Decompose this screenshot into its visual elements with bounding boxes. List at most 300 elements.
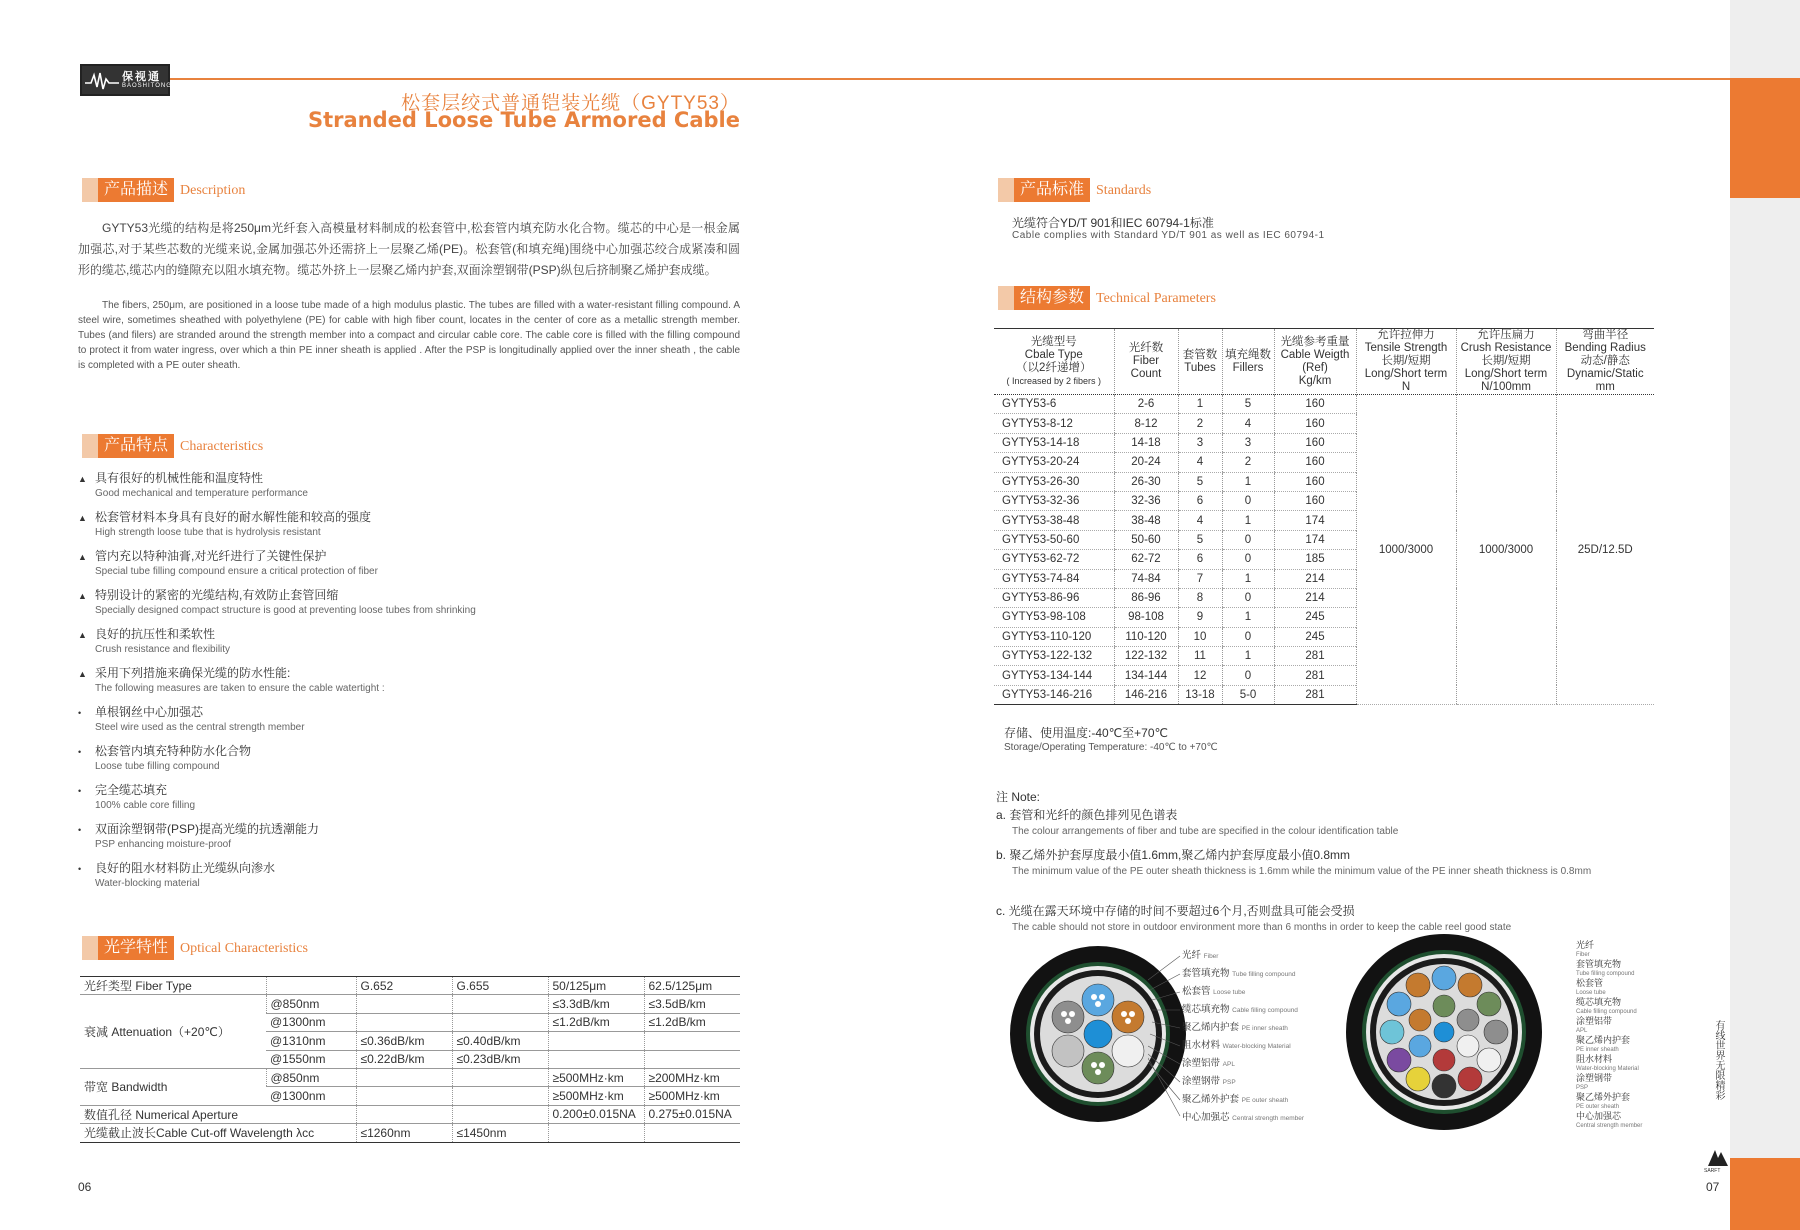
- side-slogan: 有线世界无限精彩: [1713, 1020, 1724, 1100]
- table-cell: G.652: [356, 977, 452, 995]
- header-line: Fiber: [1132, 355, 1160, 367]
- feature-cn: 良好的抗压性和柔软性: [95, 627, 216, 641]
- table-cell: GYTY53-62-72: [994, 550, 1114, 569]
- table-cell: 245: [1274, 627, 1356, 646]
- table-cell: 3: [1222, 433, 1274, 452]
- section-label-cn: 产品特点: [98, 434, 174, 458]
- column-header: [1356, 329, 1456, 395]
- header-line: 光纤数: [1128, 342, 1164, 354]
- section-label-cn: 结构参数: [1014, 286, 1090, 310]
- table-cell: [644, 1124, 740, 1142]
- table-cell: 1: [1222, 472, 1274, 491]
- table-cell: 4: [1222, 414, 1274, 433]
- label-en: APL: [1576, 1028, 1588, 1034]
- page-number-right: 07: [1706, 1180, 1720, 1194]
- technical-table: [994, 328, 1654, 705]
- table-cell: 185: [1274, 550, 1356, 569]
- temperature-en: Storage/Operating Temperature: -40℃ to +70℃: [1004, 742, 1218, 753]
- label-en: PE inner sheath: [1241, 1025, 1288, 1032]
- section-label-cn: 产品标准: [1014, 178, 1090, 202]
- section-technical: [1014, 286, 1216, 310]
- table-cell: 5-0: [1222, 685, 1274, 704]
- table-cell: 160: [1274, 414, 1356, 433]
- column-header: [1456, 329, 1556, 395]
- table-row: [994, 395, 1654, 414]
- header-line: ( Increased by 2 fibers ): [1006, 375, 1102, 386]
- label-en: PE outer sheath: [1576, 1104, 1620, 1110]
- table-cell: 160: [1274, 453, 1356, 472]
- table-cell: ≥500MHz·km: [548, 1087, 644, 1105]
- diagram-label: [1576, 997, 1637, 1017]
- table-cell: 0: [1222, 666, 1274, 685]
- label-en: PE outer sheath: [1241, 1097, 1289, 1104]
- header-line: 允许拉伸力: [1377, 329, 1435, 341]
- table-cell: 26-30: [1114, 472, 1178, 491]
- diagram-label: [1576, 940, 1594, 960]
- feature-item: [78, 587, 678, 618]
- tensile-value: 1000/3000: [1356, 395, 1456, 705]
- table-cell: 2: [1178, 414, 1222, 433]
- triangle-bullet-icon: ▲: [78, 591, 87, 601]
- table-cell: 14-18: [1114, 433, 1178, 452]
- note-cn: c. 光缆在露天环境中存储的时间不要超过6个月,否则盘具可能会受损: [996, 904, 1355, 918]
- label-en: PSP: [1222, 1079, 1236, 1086]
- feature-cn: 完全缆芯填充: [95, 783, 168, 797]
- label-en: Central strength member: [1232, 1115, 1305, 1122]
- dot-bullet-icon: •: [78, 747, 82, 757]
- header-line: Cbale Type: [1024, 348, 1083, 361]
- table-cell: GYTY53-98-108: [994, 608, 1114, 627]
- feature-en: High strength loose tube that is hydrolysis resistant: [95, 527, 321, 538]
- header-line: （以2纤递增）: [1016, 361, 1092, 374]
- diagram-label: [1576, 1092, 1630, 1112]
- triangle-bullet-icon: ▲: [78, 474, 87, 484]
- note-item: [996, 806, 1676, 838]
- dot-bullet-icon: •: [78, 708, 82, 718]
- table-cell: 7: [1178, 569, 1222, 588]
- table-cell: 160: [1274, 472, 1356, 491]
- table-cell: [356, 1105, 452, 1123]
- table-cell: 281: [1274, 685, 1356, 704]
- table-cell: 1: [1222, 569, 1274, 588]
- diagram-label: [1182, 1058, 1235, 1070]
- section-label-en: Standards: [1096, 183, 1152, 198]
- diagram-label: [1576, 1111, 1642, 1131]
- table-cell: 8: [1178, 588, 1222, 607]
- label-cn: 中心加强芯: [1576, 1111, 1622, 1121]
- table-row: [80, 995, 740, 1013]
- label-en: Tube filling compound: [1232, 971, 1296, 978]
- right-accent-bottom: [1730, 1158, 1800, 1230]
- diagram-label: [1182, 986, 1245, 998]
- page-title-en: Stranded Loose Tube Armored Cable: [307, 108, 740, 132]
- table-cell: 134-144: [1114, 666, 1178, 685]
- table-cell: 110-120: [1114, 627, 1178, 646]
- triangle-bullet-icon: ▲: [78, 669, 87, 679]
- standards-en: Cable complies with Standard YD/T 901 as well as IEC 60794-1: [1012, 230, 1325, 241]
- column-header: [994, 329, 1114, 395]
- table-cell: ≤0.36dB/km: [356, 1032, 452, 1050]
- diagram-label: [1576, 1054, 1639, 1074]
- table-cell: GYTY53-122-132: [994, 647, 1114, 666]
- diagram-label: [1576, 959, 1634, 979]
- table-cell: 0: [1222, 491, 1274, 510]
- table-cell: 160: [1274, 433, 1356, 452]
- table-cell: ≤0.22dB/km: [356, 1050, 452, 1068]
- table-cell: GYTY53-8-12: [994, 414, 1114, 433]
- label-cn: 光纤: [1576, 940, 1595, 950]
- column-header: [1222, 329, 1274, 395]
- label-cn: 缆芯填充物: [1576, 997, 1622, 1007]
- label-en: Water-blocking Material: [1222, 1043, 1291, 1050]
- table-cell: GYTY53-110-120: [994, 627, 1114, 646]
- label-cn: 聚乙烯外护套: [1576, 1092, 1631, 1102]
- table-cell: 4: [1178, 511, 1222, 530]
- diagram-label: [1182, 1004, 1298, 1016]
- table-cell: 98-108: [1114, 608, 1178, 627]
- sarft-logo-icon: [1706, 1148, 1730, 1168]
- feature-cn: 管内充以特种油膏,对光纤进行了关键性保护: [95, 549, 327, 563]
- table-cell: GYTY53-74-84: [994, 569, 1114, 588]
- feature-item: [78, 665, 678, 696]
- label-en: Cable filling compound: [1232, 1007, 1298, 1014]
- feature-cn: 具有很好的机械性能和温度特性: [95, 471, 264, 485]
- diagram-label: [1182, 1076, 1236, 1088]
- table-row: [80, 1124, 740, 1142]
- dot-bullet-icon: •: [78, 864, 82, 874]
- table-cell: [644, 1050, 740, 1068]
- feature-item: [78, 509, 678, 540]
- table-cell: 2: [1222, 453, 1274, 472]
- table-cell: 174: [1274, 530, 1356, 549]
- label-cn: 光纤: [1182, 950, 1202, 961]
- header-line: 长期/短期: [1381, 355, 1431, 367]
- table-cell: [452, 1068, 548, 1086]
- label-en: APL: [1222, 1061, 1235, 1068]
- section-label-en: Characteristics: [180, 439, 264, 454]
- table-cell: GYTY53-6: [994, 395, 1114, 414]
- section-label-cn: 光学特性: [98, 936, 174, 960]
- table-cell: 2-6: [1114, 395, 1178, 414]
- table-cell: 281: [1274, 647, 1356, 666]
- label-en: Cable filling compound: [1576, 1009, 1637, 1015]
- table-cell: [266, 977, 356, 995]
- page-number-left: 06: [78, 1180, 92, 1194]
- table-cell: 62.5/125μm: [644, 977, 740, 995]
- table-cell: 6: [1178, 491, 1222, 510]
- table-cell: ≤0.40dB/km: [452, 1032, 548, 1050]
- table-cell: GYTY53-26-30: [994, 472, 1114, 491]
- header-line: 光缆参考重量: [1280, 335, 1350, 348]
- header-line: 允许压扁力: [1477, 329, 1535, 341]
- cable-cross-section-right: [1344, 932, 1544, 1132]
- header-line: 弯曲半径: [1582, 329, 1629, 341]
- table-cell: 8-12: [1114, 414, 1178, 433]
- page-title-cn: 松套层绞式普通铠装光缆（GYTY53）: [401, 93, 740, 114]
- table-cell: 光纤类型 Fiber Type: [80, 977, 266, 995]
- label-en: Tube filling compound: [1576, 971, 1635, 977]
- table-cell: 74-84: [1114, 569, 1178, 588]
- label-en: Fiber: [1203, 953, 1219, 960]
- brand-logo: [80, 64, 170, 96]
- table-cell: 160: [1274, 395, 1356, 414]
- header-line: Count: [1130, 368, 1162, 380]
- table-cell: @1300nm: [266, 1013, 356, 1031]
- table-cell: [644, 1032, 740, 1050]
- table-cell: 122-132: [1114, 647, 1178, 666]
- header-line: N: [1401, 381, 1411, 393]
- label-en: PSP: [1576, 1085, 1589, 1091]
- feature-cn: 特别设计的紧密的光缆结构,有效防止套管回缩: [95, 588, 339, 602]
- table-cell: 0.200±0.015NA: [548, 1105, 644, 1123]
- diagram-label: [1182, 1040, 1291, 1052]
- label-cn: 套管填充物: [1182, 968, 1230, 979]
- header-line: Tubes: [1184, 361, 1216, 374]
- waveform-icon: [85, 71, 119, 91]
- column-header: [1274, 329, 1356, 395]
- header-line: Crush Resistance: [1460, 342, 1552, 354]
- table-cell: 5: [1178, 472, 1222, 491]
- table-cell: 214: [1274, 588, 1356, 607]
- label-cn: 松套管: [1576, 978, 1604, 988]
- table-cell: ≤3.5dB/km: [644, 995, 740, 1013]
- table-cell: [452, 1105, 548, 1123]
- table-cell: 3: [1178, 433, 1222, 452]
- header-rule: [140, 78, 1730, 80]
- table-cell: 13-18: [1178, 685, 1222, 704]
- table-row: [80, 977, 740, 995]
- triangle-bullet-icon: ▲: [78, 630, 87, 640]
- bending-value: 25D/12.5D: [1556, 395, 1654, 705]
- diagram-label: [1182, 1022, 1288, 1034]
- label-cn: 涂塑铝带: [1576, 1016, 1613, 1026]
- header-line: 长期/短期: [1481, 355, 1531, 367]
- header-line: Cable Weigth: [1280, 348, 1350, 361]
- column-header: [1114, 329, 1178, 395]
- table-cell: 11: [1178, 647, 1222, 666]
- diagram-label: [1182, 1112, 1304, 1124]
- table-cell: [356, 1068, 452, 1086]
- column-header: [1178, 329, 1222, 395]
- header-line: 动态/静态: [1580, 355, 1630, 367]
- note-item: [996, 846, 1676, 878]
- header-line: Tensile Strength: [1364, 342, 1448, 354]
- note-cn: b. 聚乙烯外护套厚度最小值1.6mm,聚乙烯内护套厚度最小值0.8mm: [996, 848, 1351, 862]
- table-cell: @1310nm: [266, 1032, 356, 1050]
- table-cell: GYTY53-146-216: [994, 685, 1114, 704]
- column-header: [1556, 329, 1654, 395]
- table-cell: ≤0.23dB/km: [452, 1050, 548, 1068]
- table-cell: GYTY53-50-60: [994, 530, 1114, 549]
- header-line: Long/Short term: [1364, 368, 1448, 380]
- diagram-label: [1576, 1073, 1612, 1093]
- table-cell: [548, 1124, 644, 1142]
- diagram-label: [1576, 978, 1606, 998]
- feature-item: [78, 743, 678, 774]
- label-en: Water-blocking Material: [1576, 1066, 1639, 1072]
- label-cn: 涂塑钢带: [1182, 1076, 1221, 1087]
- table-cell: GYTY53-38-48: [994, 511, 1114, 530]
- standards-cn: 光缆符合YD/T 901和IEC 60794-1标准: [1012, 216, 1214, 230]
- table-cell: 174: [1274, 511, 1356, 530]
- diagram-label: [1182, 968, 1296, 980]
- feature-item: [78, 548, 678, 579]
- table-cell: 1: [1222, 647, 1274, 666]
- label-en: Loose tube: [1576, 990, 1606, 996]
- header-line: Fillers: [1232, 361, 1264, 374]
- feature-item: [78, 470, 678, 501]
- notes-heading: 注 Note:: [996, 790, 1041, 804]
- table-cell: G.655: [452, 977, 548, 995]
- table-cell: 214: [1274, 569, 1356, 588]
- feature-cn: 采用下列措施来确保光缆的防水性能:: [95, 666, 291, 680]
- table-cell: 光缆截止波长Cable Cut-off Wavelength λcc: [80, 1124, 356, 1142]
- table-cell: ≤1.2dB/km: [548, 1013, 644, 1031]
- table-cell: @850nm: [266, 995, 356, 1013]
- table-cell: [452, 1087, 548, 1105]
- table-cell: GYTY53-14-18: [994, 433, 1114, 452]
- table-cell: ≥200MHz·km: [644, 1068, 740, 1086]
- feature-item: [78, 782, 678, 813]
- table-cell: GYTY53-134-144: [994, 666, 1114, 685]
- feature-cn: 松套管内填充特种防水化合物: [95, 744, 252, 758]
- note-item: [996, 902, 1676, 934]
- table-cell: 20-24: [1114, 453, 1178, 472]
- feature-en: Good mechanical and temperature performance: [95, 488, 308, 499]
- section-characteristics: [98, 434, 263, 458]
- note-en: The colour arrangements of fiber and tube are specified in the colour identification table: [1012, 826, 1399, 837]
- table-cell: 数值孔径 Numerical Aperture: [80, 1105, 356, 1123]
- table-cell: 32-36: [1114, 491, 1178, 510]
- table-cell: 4: [1178, 453, 1222, 472]
- table-cell: 0: [1222, 550, 1274, 569]
- label-cn: 套管填充物: [1576, 959, 1622, 969]
- description-cn: GYTY53光缆的结构是将250μm光纤套入高模量材料制成的松套管中,松套管内填充防水化合物。缆芯的中心是一根金属加强芯,对于某些芯数的光缆来说,金属加强芯外还需挤上一层聚乙烯(PE)。松套管(和填充绳)围绕中心加强芯绞合成紧凑和圆形的缆芯,缆芯内的缝隙充以阻水填充物。缆芯外挤上一层聚乙烯内护套,双面涂塑钢带(PSP)纵包后挤制聚乙烯护套成缆。: [78, 221, 740, 277]
- optical-table: [80, 976, 740, 1143]
- table-cell: 160: [1274, 491, 1356, 510]
- table-cell: 10: [1178, 627, 1222, 646]
- table-cell: 5: [1178, 530, 1222, 549]
- table-cell: @850nm: [266, 1068, 356, 1086]
- table-cell: 1: [1178, 395, 1222, 414]
- section-standards: [1014, 178, 1151, 202]
- table-cell: 0: [1222, 627, 1274, 646]
- label-cn: 中心加强芯: [1182, 1112, 1230, 1123]
- diagram-label: [1182, 1094, 1288, 1106]
- table-cell: [452, 1013, 548, 1031]
- label-en: Fiber: [1576, 952, 1590, 958]
- table-cell: 1: [1222, 608, 1274, 627]
- section-label-en: Technical Parameters: [1096, 291, 1216, 306]
- table-cell: 62-72: [1114, 550, 1178, 569]
- note-en: The minimum value of the PE outer sheath thickness is 1.6mm while the minimum value of the PE inner sheath thickness is 0.8mm: [1012, 866, 1592, 877]
- table-cell: ≤1.2dB/km: [644, 1013, 740, 1031]
- feature-en: Steel wire used as the central strength member: [95, 722, 305, 733]
- table-cell: 245: [1274, 608, 1356, 627]
- table-cell: @1300nm: [266, 1087, 356, 1105]
- diagram-label: [1182, 950, 1218, 962]
- header-line: (Ref): [1302, 361, 1328, 374]
- label-cn: 聚乙烯外护套: [1182, 1094, 1240, 1105]
- table-cell: 0: [1222, 588, 1274, 607]
- section-label-en: Description: [180, 183, 246, 198]
- logo-text: 保视通: [122, 71, 161, 83]
- feature-item: [78, 626, 678, 657]
- label-en: Loose tube: [1213, 989, 1246, 996]
- table-cell: ≤1450nm: [452, 1124, 548, 1142]
- sarft-label: SARFT: [1704, 1168, 1721, 1174]
- feature-en: Specially designed compact structure is good at preventing loose tubes from shrinking: [95, 605, 476, 616]
- table-cell: [356, 995, 452, 1013]
- table-cell: ≤1260nm: [356, 1124, 452, 1142]
- table-cell: [548, 1050, 644, 1068]
- logo-subtext: BAOSHITONG: [122, 83, 172, 89]
- table-cell: GYTY53-20-24: [994, 453, 1114, 472]
- right-accent-top: [1730, 78, 1800, 198]
- header-line: 套管数: [1182, 348, 1218, 361]
- table-cell: [356, 1087, 452, 1105]
- feature-cn: 单根钢丝中心加强芯: [95, 705, 204, 719]
- feature-item: [78, 821, 678, 852]
- table-cell: @1550nm: [266, 1050, 356, 1068]
- temperature-cn: 存储、使用温度:-40℃至+70℃: [1004, 726, 1168, 740]
- label-cn: 涂塑钢带: [1576, 1073, 1613, 1083]
- label-cn: 松套管: [1182, 986, 1211, 997]
- header-line: N/100mm: [1481, 381, 1531, 393]
- table-cell: 281: [1274, 666, 1356, 685]
- label-cn: 涂塑铝带: [1182, 1058, 1221, 1069]
- table-cell: 86-96: [1114, 588, 1178, 607]
- table-cell: 50-60: [1114, 530, 1178, 549]
- label-cn: 聚乙烯内护套: [1576, 1035, 1631, 1045]
- header-line: Dynamic/Static: [1566, 368, 1644, 380]
- note-en: The cable should not store in outdoor environment more than 6 months in order to keep the cable reel good state: [1012, 922, 1512, 933]
- header-line: Bending Radius: [1564, 342, 1646, 354]
- table-cell: ≥500MHz·km: [644, 1087, 740, 1105]
- feature-en: Water-blocking material: [95, 878, 200, 889]
- table-row: [80, 1105, 740, 1123]
- feature-cn: 良好的阻水材料防止光缆纵向渗水: [95, 861, 276, 875]
- table-cell: ≤3.3dB/km: [548, 995, 644, 1013]
- table-cell: 9: [1178, 608, 1222, 627]
- table-cell: 6: [1178, 550, 1222, 569]
- table-cell: 0: [1222, 530, 1274, 549]
- attenuation-label: 衰减 Attenuation（+20℃）: [80, 995, 266, 1069]
- table-cell: GYTY53-32-36: [994, 491, 1114, 510]
- table-cell: 146-216: [1114, 685, 1178, 704]
- header-line: Long/Short term: [1464, 368, 1548, 380]
- table-cell: 38-48: [1114, 511, 1178, 530]
- table-cell: [548, 1032, 644, 1050]
- crush-value: 1000/3000: [1456, 395, 1556, 705]
- table-row: [80, 1068, 740, 1086]
- feature-en: Special tube filling compound ensure a critical protection of fiber: [95, 566, 378, 577]
- feature-cn: 双面涂塑钢带(PSP)提高光缆的抗透潮能力: [95, 822, 320, 836]
- section-description: [98, 178, 245, 202]
- triangle-bullet-icon: ▲: [78, 513, 87, 523]
- table-cell: 0.275±0.015NA: [644, 1105, 740, 1123]
- label-cn: 阻水材料: [1576, 1054, 1613, 1064]
- label-en: PE inner sheath: [1576, 1047, 1619, 1053]
- section-optical: [98, 936, 308, 960]
- note-cn: a. 套管和光纤的颜色排列见色谱表: [996, 808, 1178, 822]
- feature-en: Loose tube filling compound: [95, 761, 220, 772]
- feature-cn: 松套管材料本身具有良好的耐水解性能和较高的强度: [95, 510, 372, 524]
- label-cn: 缆芯填充物: [1182, 1004, 1230, 1015]
- table-cell: [452, 995, 548, 1013]
- label-en: Central strength member: [1576, 1123, 1643, 1129]
- table-cell: 50/125μm: [548, 977, 644, 995]
